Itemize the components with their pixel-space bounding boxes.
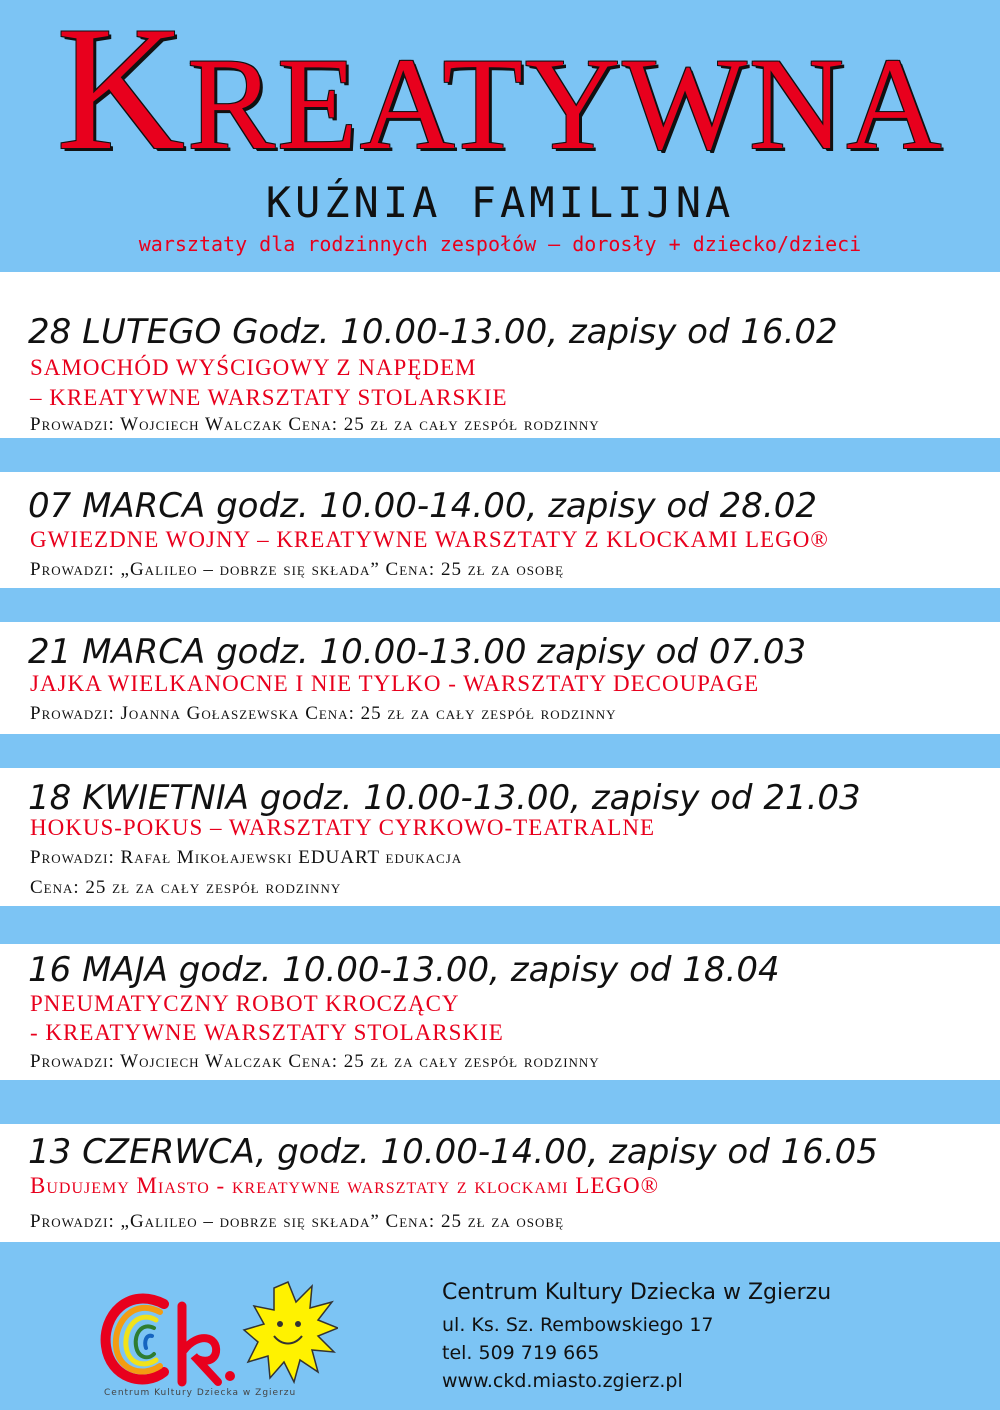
event-card-3 (0, 622, 1000, 734)
poster-footer (0, 1266, 1000, 1410)
event-title-line2: – KREATYWNE WARSZTATY STOLARSKIE (30, 385, 508, 410)
poster-subtitle: KUŹNIA FAMILIJNA (265, 178, 735, 227)
ckd-logo-sun-icon (244, 1282, 338, 1382)
event-info: Prowadzi: Joanna Gołaszewska Cena: 25 zł za cały zespół rodzinny (30, 703, 617, 724)
event-title: Budujemy Miasto - kreatywne warsztaty z klockami LEGO® (30, 1173, 660, 1198)
event-date: 13 CZERWCA, godz. 10.00-14.00, zapisy od 16.05 (28, 1132, 878, 1172)
event-date: 18 KWIETNIA godz. 10.00-13.00, zapisy od 21.03 (28, 778, 861, 818)
org-address: ul. Ks. Sz. Rembowskiego 17 (442, 1314, 714, 1336)
logo-caption: Centrum Kultury Dziecka w Zgierzu (104, 1388, 297, 1398)
poster-title (0, 0, 1000, 187)
event-info: Prowadzi: „Galileo – dobrze się składa” Cena: 25 zł za osobę (30, 559, 565, 580)
poster-title-rest: REATYWNA (186, 30, 944, 177)
ckd-logo-text: CKD (110, 1346, 113, 1347)
org-name: Centrum Kultury Dziecka w Zgierzu (442, 1280, 832, 1305)
poster-title-initial: K (56, 0, 187, 187)
event-info-line2: Cena: 25 zł za cały zespół rodzinny (30, 877, 342, 898)
event-title: PNEUMATYCZNY ROBOT KROCZĄCY (30, 991, 460, 1016)
poster-header (0, 0, 1000, 272)
ckd-logo-k-icon (182, 1306, 235, 1382)
event-date: 28 LUTEGO Godz. 10.00-13.00, zapisy od 16.02 (28, 312, 838, 352)
org-phone: tel. 509 719 665 (442, 1342, 600, 1364)
event-info: Prowadzi: Rafał Mikołajewski EDUART edukacja (30, 847, 463, 868)
event-card-2 (0, 472, 1000, 588)
event-card-4 (0, 768, 1000, 906)
event-info: Prowadzi: Wojciech Walczak Cena: 25 zł za cały zespół rodzinny (30, 1051, 600, 1072)
event-card-1 (0, 272, 1000, 438)
event-date: 07 MARCA godz. 10.00-14.00, zapisy od 28.02 (28, 486, 817, 526)
event-title: SAMOCHÓD WYŚCIGOWY Z NAPĘDEM (30, 355, 477, 380)
event-card-6 (0, 1124, 1000, 1242)
event-title: JAJKA WIELKANOCNE I NIE TYLKO - WARSZTATY DECOUPAGE (30, 671, 760, 696)
poster-tagline: warsztaty dla rodzinnych zespołów – dorosły + dziecko/dzieci (138, 232, 862, 256)
event-card-5 (0, 944, 1000, 1080)
event-title: HOKUS-POKUS – WARSZTATY CYRKOWO-TEATRALNE (30, 815, 656, 840)
event-date: 16 MAJA godz. 10.00-13.00, zapisy od 18.04 (28, 950, 780, 990)
event-info: Prowadzi: Wojciech Walczak Cena: 25 zł za cały zespół rodzinny (30, 414, 600, 435)
event-info: Prowadzi: „Galileo – dobrze się składa” Cena: 25 zł za osobę (30, 1211, 565, 1232)
event-date: 21 MARCA godz. 10.00-13.00 zapisy od 07.03 (28, 632, 807, 672)
event-title-line2: - KREATYWNE WARSZTATY STOLARSKIE (30, 1020, 504, 1045)
org-website[interactable]: www.ckd.miasto.zgierz.pl (442, 1370, 683, 1392)
event-title: GWIEZDNE WOJNY – KREATYWNE WARSZTATY Z KLOCKAMI LEGO® (30, 527, 829, 552)
ckd-logo (98, 1276, 338, 1404)
ckd-logo-c-icon (106, 1299, 164, 1380)
